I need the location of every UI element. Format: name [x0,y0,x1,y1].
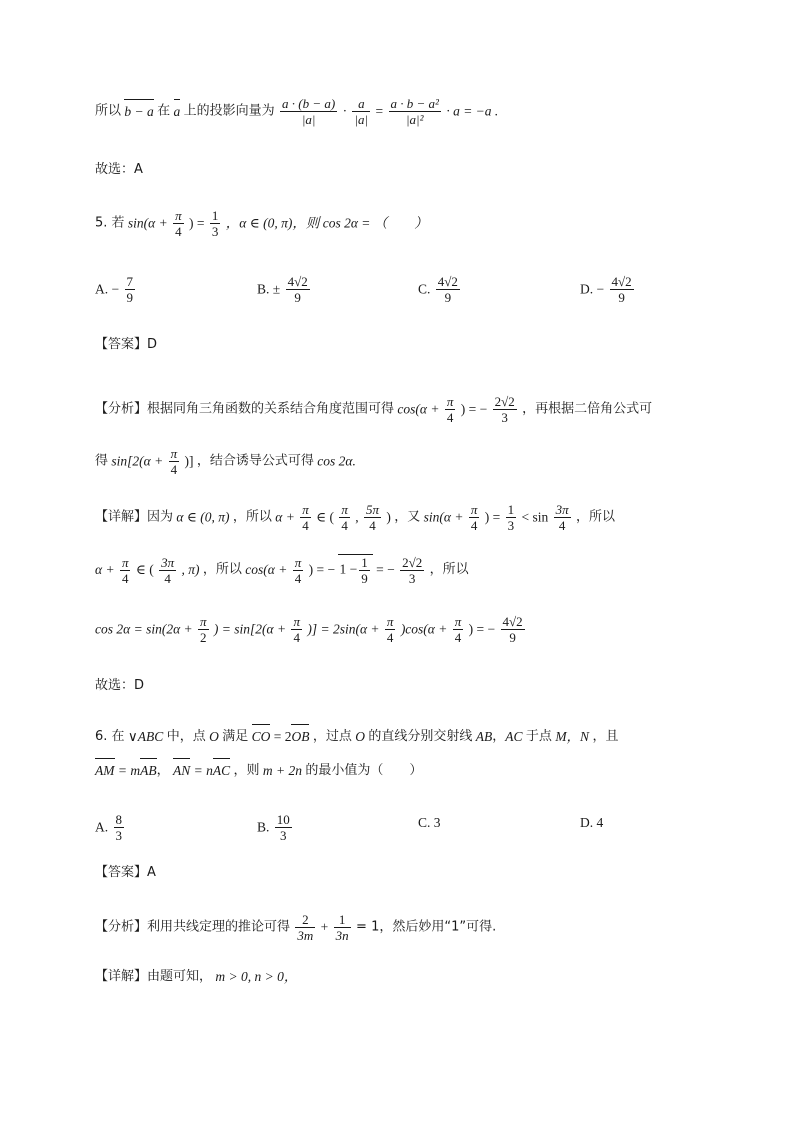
math: ∨ABC [127,728,164,744]
fraction-numerator: 7 [126,274,133,289]
vector-an: AN [173,761,190,781]
text: 利用共线定理的推论可得 [147,919,291,935]
math: sin(α + [127,215,168,231]
option-label: A. [95,281,109,297]
math: = n [193,762,213,778]
fraction [125,274,136,305]
q5-option-d[interactable] [580,274,636,305]
fraction-numerator: 4√2 [502,614,523,629]
vector-b-minus-a: b − a [124,102,153,122]
fraction [554,502,571,533]
fraction-numerator: 2√2 [402,554,423,570]
fraction-numerator: π [446,394,454,409]
option-label: C. [418,281,431,297]
option-sign: ± [272,281,281,297]
fraction-numerator: π [170,446,178,461]
fraction-numerator: π [341,502,348,517]
fraction [159,555,176,586]
fraction [275,812,292,843]
math: α ∈ (0, π) [176,509,230,525]
text: ，则 [233,762,260,778]
math: ) = − [308,562,336,577]
option-label: D. [580,281,594,297]
projection-line: 所以 b − a 在 a 上的投影向量为 $\frac{a \cdot (b - a)}{|a|}$ · $\frac{a}{|a|}$ = $\frac{\text{a · b − a²}}{\text{|a|²}}$ · a = −a . [95,96,499,127]
answer-tag: 【答案】 [95,864,148,880]
fraction-denominator: 9 [361,571,368,586]
math: cos 2α = sin(2α + [95,621,193,637]
text: 根据同角三角函数的关系结合角度范围可得 [147,401,395,417]
fraction-numerator: π [302,502,309,517]
fraction-numerator: π [454,614,462,629]
fraction-denominator: 3 [280,828,287,843]
fraction-denominator: 9 [126,290,133,305]
q6-detail [95,966,297,987]
fraction-numerator: π [293,614,300,629]
q5-option-a[interactable] [95,274,137,305]
text: ，过点 [312,728,352,744]
fraction-denominator: 3 [507,518,515,533]
math: m + 2n [262,762,303,778]
math: sin(α + [423,509,464,525]
fraction-numerator: 1 [334,912,351,928]
fraction-denominator: 4 [164,570,171,586]
fraction-numerator: π [294,554,302,570]
fraction [291,614,302,645]
q6-stem-line-1 [95,726,618,747]
detail-tag: 【详解】 [95,968,148,984]
option-label: C. [418,814,431,830]
fraction-denominator: 4 [175,224,182,239]
q5-analysis-line-2 [95,446,356,477]
math: )] = 2sin(α + [307,621,380,637]
fraction-denominator: 4 [294,570,302,586]
math: )] [184,453,194,469]
text: 满足 [222,728,249,744]
fraction-denominator: 3 [115,828,122,843]
math: α + [275,509,295,525]
option-value: 4 [596,814,604,830]
fraction [120,555,131,586]
fraction-numerator: 4√2 [437,274,458,289]
text: ，所以 [576,509,616,525]
detail-tag: 【详解】 [95,509,148,525]
option-sign: − [596,281,605,297]
math: ) [386,509,391,525]
fraction [506,502,517,533]
answer-tag: 【答案】 [95,336,148,352]
q5-detail-line-2 [95,554,469,586]
fraction [300,502,311,533]
fraction [389,96,441,127]
analysis-tag: 【分析】 [95,919,148,935]
fraction [364,502,381,533]
text: 的直线分别交射线 [368,728,473,744]
q6-stem-line-2 [95,760,422,781]
q6-option-d[interactable] [580,812,603,833]
text: = 1，然后妙用“1”可得. [356,919,497,935]
fraction [469,502,480,533]
math: < sin [521,509,549,525]
fraction [286,274,310,305]
q5-option-b[interactable] [257,274,312,305]
answer-value: D [147,336,158,352]
fraction-denominator: 4 [170,462,178,477]
fraction [295,912,315,943]
fraction [400,555,424,586]
vector-ab: AB [140,761,157,781]
math: 1 − [339,561,358,577]
answer-value: A [147,864,156,880]
fraction-denominator: |a|² [405,112,424,127]
fraction [169,446,180,477]
fraction-denominator: 3n [335,928,349,943]
q6-option-a[interactable] [95,812,126,843]
equals: = [375,103,384,119]
text: 在 [157,103,171,119]
vector-ob: OB [291,727,309,747]
fraction [114,812,125,843]
fraction-denominator: 9 [618,290,625,305]
analysis-tag: 【分析】 [95,401,148,417]
vector-co: CO [252,727,271,747]
text: ，所以 [429,562,469,577]
q6-option-c[interactable] [418,812,441,833]
q5-detail-line-3 [95,614,527,645]
fraction-numerator: 2√2 [494,394,515,409]
fraction [436,274,460,305]
math: cos(α + [397,401,440,417]
math: O [355,728,365,744]
q5-answer [95,334,157,355]
option-label: B. [257,281,270,297]
choose-prev: 故选：A [95,162,143,177]
math: ) = − [460,401,488,417]
fraction [610,274,634,305]
fraction-numerator: 4√2 [287,274,308,289]
math: α + [95,562,115,577]
fraction-denominator: 4 [386,630,394,645]
fraction-denominator: 3m [297,928,314,943]
vector-am: AM [95,761,115,781]
option-value: 3 [433,814,441,830]
fraction-numerator: 2 [295,912,315,928]
math: ) = [189,215,205,231]
vector-ac: AC [213,761,230,781]
fraction [352,96,370,127]
fraction [280,96,337,127]
fraction-denominator: 4 [341,518,348,533]
math: M，N [555,728,590,744]
q6-analysis [95,912,496,943]
text: ，结合诱导公式可得 [196,453,314,469]
math: ) = [484,509,501,525]
fraction-denominator: 9 [444,290,452,305]
fraction-numerator: 3π [555,502,569,517]
math: )cos(α + [400,621,448,637]
math: AB [475,728,493,744]
fraction-numerator: π [175,208,182,223]
fraction-numerator: a · (b − a) [282,96,336,111]
fraction-numerator: a · b − a² [390,96,439,111]
option-label: A. [95,819,109,835]
math: sin[2(α + [111,453,164,469]
fraction-numerator: π [200,614,207,629]
fraction-denominator: 4 [558,518,566,533]
q5-analysis-line-1 [95,394,652,425]
math: ∈ ( [316,509,334,525]
text: ， [492,728,506,744]
fraction-denominator: 4 [302,518,309,533]
text: 因为 [147,509,174,525]
math: , π) [181,562,200,577]
math: + [320,919,329,935]
math: , [355,509,359,525]
fraction-denominator: 4 [293,630,300,645]
option-sign: − [111,281,120,297]
option-label: B. [257,819,270,835]
fraction-denominator: 4 [470,518,478,533]
math: ∈ ( [135,562,154,577]
fraction-numerator: 5π [366,502,380,517]
fraction-denominator: 9 [294,290,301,305]
text: ，所以 [232,509,272,525]
fraction-denominator: 4 [454,630,462,645]
text: 中，点 [166,728,206,744]
fraction-denominator: 3 [408,570,416,586]
text: 上的投影向量为 [183,103,275,119]
text: ，且 [592,728,619,744]
fraction-denominator: |a| [354,112,369,127]
math: O [209,728,219,744]
fraction-denominator: 3 [211,224,219,239]
fraction-numerator: 1 [361,555,368,570]
math: cos 2α. [317,453,356,469]
fraction-numerator: 8 [115,812,122,827]
option-label: D. [580,814,594,830]
fraction [210,208,221,239]
fraction-numerator: 3π [161,554,175,570]
vector-a: a [174,102,181,122]
fraction-denominator: 4 [121,570,129,586]
fraction-denominator: 4 [446,410,454,425]
math: = − [376,562,395,577]
q6-answer [95,862,156,883]
fraction [334,912,351,943]
text: · a = −a . [446,103,499,119]
fraction-numerator: 4√2 [611,274,632,289]
text: ，再根据二倍角公式可 [522,401,653,417]
fraction [173,208,184,239]
math: = m [117,762,141,778]
fraction-numerator: 1 [211,208,219,223]
text: 6. 在 [95,728,125,744]
fraction-denominator: 2 [200,630,207,645]
fraction [493,394,517,425]
q6-option-b[interactable] [257,812,294,843]
text: ，又 [394,509,421,525]
fraction [359,555,370,586]
q5-choose: 故选：D [95,678,145,693]
math: ) = sin[2(α + [213,621,287,637]
math: cos(α + [245,562,288,577]
fraction-denominator: 9 [509,630,516,645]
q5-detail-line-1 [95,502,615,533]
fraction [501,614,525,645]
text: 所以 [95,103,122,119]
fraction-numerator: 10 [276,812,290,827]
fraction [293,555,304,586]
math: = 2 [273,728,292,744]
fraction [453,614,464,645]
text: 5. 若 [95,215,125,231]
text: ，所以 [202,562,242,577]
square-root [338,554,372,586]
text: cos 2α = （ ） [322,215,428,231]
math: AC [505,728,523,744]
text: 得 [95,453,109,469]
q5-option-c[interactable] [418,274,462,305]
fraction-numerator: a [352,96,370,112]
fraction-denominator: 4 [369,518,376,533]
fraction [339,502,350,533]
fraction-numerator: π [121,554,129,570]
fraction [385,614,396,645]
fraction [445,394,456,425]
fraction-denominator: |a| [301,112,316,127]
fraction [198,614,209,645]
fraction-numerator: π [386,614,394,629]
text: 于点 [525,728,552,744]
fraction-numerator: π [470,502,478,517]
fraction-denominator: 3 [501,410,508,425]
fraction-numerator: 1 [507,502,515,517]
text: 的最小值为（ ） [305,762,423,778]
text: ， [156,762,170,778]
math: ) = − [468,621,496,637]
text: ，α ∈ (0, π)，则 [225,215,320,231]
q5-stem [95,208,428,239]
math: m > 0, n > 0， [215,968,298,984]
text: 由题可知， [147,968,213,984]
